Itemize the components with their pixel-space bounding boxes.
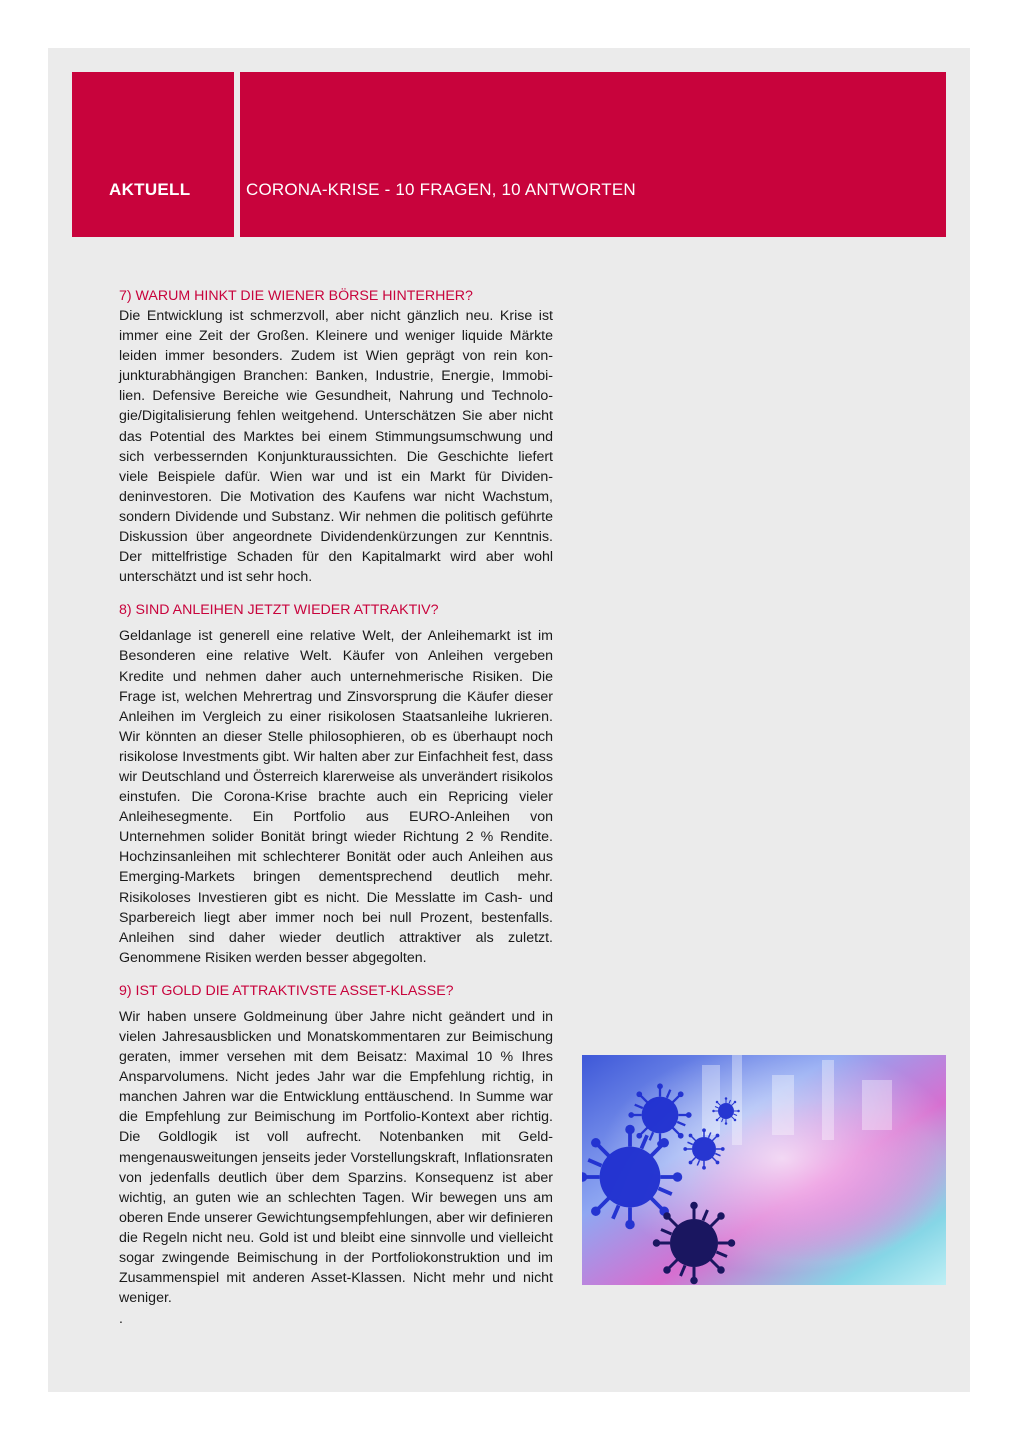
article-column (119, 286, 553, 1328)
section-label: AKTUELL (109, 180, 191, 199)
page-title: CORONA-KRISE - 10 FRAGEN, 10 ANTWORTEN (246, 180, 636, 199)
section-label-box (72, 72, 234, 237)
trailing-dot: . (119, 1310, 123, 1327)
coronavirus-illustration (582, 1055, 946, 1285)
question-8-heading: 8) SIND ANLEIHEN JETZT WIEDER ATTRAKTIV? (119, 602, 439, 619)
question-7-heading: 7) WARUM HINKT DIE WIENER BÖRSE HINTERHER? (119, 288, 473, 304)
answer-9-text: Wir haben unsere Goldmeinung über Jahre nicht geändert und in vielen Jahresausblicken und Monatskommentaren zur Beimischung geraten, immer versehen mit dem Beisatz: Maximal 10 % Ihres Ansparvolumens. Nicht jedes Jahr war die Empfehlung richtig, in manchen Jahren war die Entwicklung enttäuschend. In Summe war die Empfehlung zur Beimischung im Portfolio-Kontext aber richtig. Die Goldlogik ist voll aufrecht. Notenbanken mit Geldmengenausweitungen jenseits jeder Vorstellungskraft, Inflationsraten von jedenfalls deutlich über dem Sparzins. Konsequenz ist aber wichtig, an guten wie an schlechten Tagen. Wir bewegen uns am oberen Ende unserer Gewichtungsempfehlungen, aber wir definieren die Regeln nicht neu. Gold ist und bleibt eine sinnvolle und vielleicht sogar zwingende Beimischung in der Portfoliokonstruktion und im Zusammenspiel mit anderen Asset-Klassen. Nicht mehr und nicht weniger. (119, 1008, 553, 1307)
question-9-heading: 9) IST GOLD DIE ATTRAKTIVSTE ASSET-KLASSE? (119, 982, 454, 999)
title-box (240, 72, 946, 237)
answer-7-text: Die Entwicklung ist schmerzvoll, aber nicht gänzlich neu. Krise ist immer eine Zeit der Großen. Kleinere und weniger liquide Märkte leiden immer besonders. Zudem ist Wien geprägt von rein konjunkturabhängigen Branchen: Banken, Industrie, Energie, Immobilien. Defensive Bereiche wie Gesundheit, Nahrung und Technologie/Digitalisierung fehlen weitgehend. Unterschätzen Sie aber nicht das Potential des Marktes bei einem Stimmungsumschwung und sich verbessernden Konjunkturaussichten. Die Geschichte liefert viele Beispiele dafür. Wien war und ist ein Markt für Dividendeninvestoren. Die Motivation des Kaufens war nicht Wachstum, sondern Dividende und Substanz. Wir nehmen die politisch geführte Diskussion über angeordnete Dividendenkürzungen zur Kenntnis. Der mittelfristige Schaden für den Kapitalmarkt wird aber wohl unterschätzt und ist sehr hoch. (119, 308, 553, 586)
answer-8-text: Geldanlage ist generell eine relative Welt, der Anleihemarkt ist im Besonderen eine relative Welt. Käufer von Anleihen vergeben Kredite und nehmen daher auch unternehmerische Risiken. Die Frage ist, welchen Mehrertrag und Zinsvorsprung die Käufer dieser Anleihen im Vergleich zu einer risikolosen Staatsanleihe lukrieren. Wir könnten an dieser Stelle philosophieren, ob es überhaupt noch risikolose Investments gibt. Wir halten aber zur Einfachheit fest, dass wir Deutschland und Österreich klarerweise als unverändert risikolos einstufen. Die Corona-Krise brachte auch ein Repricing vieler Anleihesegmente. Ein Portfolio aus EURO-Anleihen von Unternehmen solider Bonität bringt wieder Richtung 2 % Rendite. Hochzinsanleihen mit schlechterer Bonität oder auch Anleihen aus Emerging-Markets bringen dementsprechend deutlich mehr. Risikoloses Investieren gibt es nicht. Die Messlatte im Cash- und Sparbereich liegt aber immer noch bei null Prozent, bestenfalls. Anleihen sind daher wieder deutlich attraktiver als zuletzt. Genommene Risiken werden besser abgegolten. (119, 628, 553, 966)
